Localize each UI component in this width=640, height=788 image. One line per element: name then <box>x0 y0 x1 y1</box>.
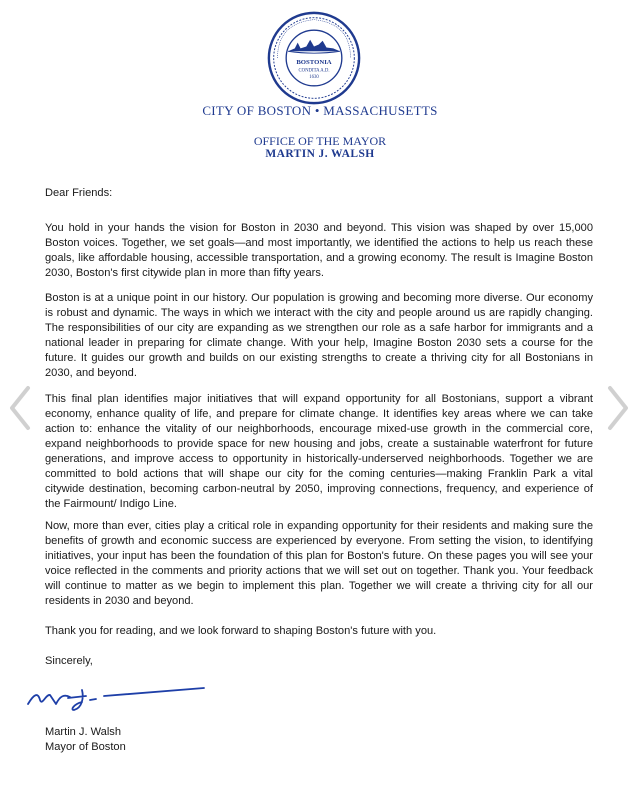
paragraph-2: Boston is at a unique point in our history. Our population is growing and becoming more diverse. Our economy is robust and dynamic. The ways in which we interact with the city and people around us are rapidly changing. The responsibilities of our city are expanding as we strengthen our role as a safe harbor for immigrants and a national leader in preparing for climate change. With your help, Imagine Boston 2030 sets a course for the future. It guides our growth and builds on our existing strengths to create a thriving city for all Bostonians in 2030, and beyond. <box>45 292 593 379</box>
previous-page-button[interactable] <box>0 378 40 438</box>
office-title: OFFICE OF THE MAYOR <box>253 134 387 148</box>
mayor-name: MARTIN J. WALSH <box>265 148 375 160</box>
chevron-right-icon <box>606 384 630 432</box>
signer-name: Martin J. Walsh <box>45 726 122 738</box>
paragraph-4: Now, more than ever, cities play a critical role in expanding opportunity for their residents and making sure the benefits of growth and economic success are experienced by everyone. From setting the vision, to identifying initiatives, your input has been the foundation of this plan for Boston's future. On these pages you will see your voice reflected in the comments and priority actions that we will set out on together. Thank you. Your feedback will continue to matter as we begin to implement this plan. Together we will create a thriving city for all our residents in 2030 and beyond. <box>45 520 593 607</box>
signer-title: Mayor of Boston <box>45 741 126 753</box>
salutation: Dear Friends: <box>45 187 113 199</box>
seal-text-3: 1630 <box>309 75 319 81</box>
paragraph-3: This final plan identifies major initiatives that will expand opportunity for all Bostonians, support a vibrant economy, enhance quality of life, and prepare for climate change. It identifies key areas where we can take action to: enhance the vitality of our neighborhoods, encourage mixed-use growth in the commercial core, expand neighborhoods to provide space for new housing and jobs, create a sustainable waterfront for future generations, and improve access to opportunity in historically-underserved neighborhoods. Together we are committed to bold actions that will shape our city for the coming centuries—making Franklin Park a vital citywide destination, becoming carbon-neutral by 2050, improving connections, frequency, and experience of the Fairmount/ Indigo Line. <box>45 393 593 510</box>
chevron-left-icon <box>8 384 32 432</box>
seal-text-2: CONDITA A.D. <box>298 68 330 74</box>
paragraph-1: You hold in your hands the vision for Boston in 2030 and beyond. This vision was shaped by over 15,000 Boston voices. Together, we set goals—and most importantly, we identified the actions to help us reach these goals, like affordable housing, accessible transportation, and a growing economy. The result is Imagine Boston 2030, Boston's first citywide plan in more than fifty years. <box>45 222 593 279</box>
closing: Sincerely, <box>45 655 93 667</box>
seal-text-1: BOSTONIA <box>296 58 332 66</box>
city-line: CITY OF BOSTON • MASSACHUSETTS <box>202 103 438 118</box>
city-seal-icon <box>266 10 362 106</box>
next-page-button[interactable] <box>598 378 638 438</box>
paragraph-5: Thank you for reading, and we look forward to shaping Boston's future with you. <box>45 625 437 637</box>
signature-image <box>26 682 206 716</box>
